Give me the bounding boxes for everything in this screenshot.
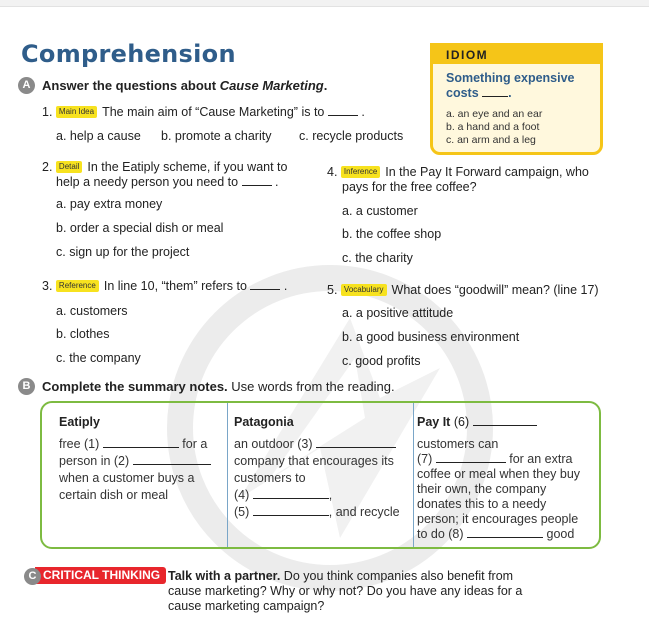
section-b-instruction: Complete the summary notes. Use words from the reading.	[42, 379, 395, 394]
option[interactable]: c. the company	[56, 351, 141, 365]
skill-tag: Reference	[56, 280, 99, 292]
patagonia-line: customers to	[234, 471, 306, 485]
option[interactable]: a. pay extra money	[56, 197, 163, 211]
page-title: Comprehension	[21, 40, 236, 68]
option[interactable]: b. promote a charity	[161, 129, 272, 143]
eatiply-heading: Eatiply	[59, 415, 100, 429]
skill-tag: Vocabulary	[341, 284, 387, 296]
idiom-header: IDIOM	[433, 46, 600, 64]
option[interactable]: a. a customer	[342, 204, 418, 218]
eatiply-line: free (1) for a	[59, 437, 208, 451]
idiom-phrase: Something expensive costs .	[446, 71, 575, 100]
payit-line: coffee or meal when they buy	[417, 467, 581, 481]
option[interactable]: b. clothes	[56, 327, 110, 341]
option[interactable]: b. the coffee shop	[342, 227, 442, 241]
payit-line: (7) for an extra	[417, 452, 573, 466]
answer-blank[interactable]	[250, 279, 280, 290]
eatiply-line: when a customer buys a	[59, 471, 195, 485]
patagonia-line: an outdoor (3)	[234, 436, 396, 453]
skill-tag: Inference	[341, 166, 380, 178]
patagonia-line: (4) ,	[234, 488, 333, 502]
section-a-badge: A	[18, 77, 35, 94]
eatiply-line: certain dish or meal	[59, 488, 169, 502]
skill-tag: Detail	[56, 161, 82, 173]
answer-blank[interactable]	[328, 105, 358, 116]
option[interactable]: a. help a cause	[56, 129, 141, 143]
option[interactable]: a. customers	[56, 304, 128, 318]
payit-line: donates this to a needy	[417, 497, 547, 511]
question-4: 4. Inference In the Pay It Forward campaign, who pays for the free coffee?	[327, 165, 589, 194]
question-1: 1. Main Idea The main aim of “Cause Marketing” is to .	[42, 105, 365, 119]
summary-notes-table	[40, 401, 601, 549]
payit-heading: Pay It (6)	[417, 415, 537, 429]
question-3: 3. Reference In line 10, “them” refers to .	[42, 279, 288, 293]
critical-thinking-prompt: Talk with a partner. Do you think companies also benefit from cause marketing? Why or why not? Do you have any ideas for a cause marketing campaign?	[168, 569, 523, 613]
answer-blank-1[interactable]	[103, 437, 179, 448]
patagonia-line: company that encourages its	[234, 454, 394, 468]
payit-line: person; it encourages people	[417, 512, 579, 526]
section-c-badge: C	[24, 568, 41, 585]
option[interactable]: a. a positive attitude	[342, 306, 454, 320]
answer-blank-5[interactable]	[253, 505, 329, 516]
option[interactable]: c. recycle products	[299, 129, 404, 143]
question-5: 5. Vocabulary What does “goodwill” mean? (line 17)	[327, 283, 599, 297]
idiom-option: a. an eye and an ear	[446, 108, 543, 120]
option[interactable]: c. the charity	[342, 251, 413, 265]
answer-blank-2[interactable]	[133, 454, 211, 465]
answer-blank-6[interactable]	[473, 415, 537, 426]
section-a-instruction: Answer the questions about Cause Marketing.	[42, 78, 328, 93]
payit-line: to do (8) good	[417, 527, 575, 541]
option[interactable]: b. order a special dish or meal	[56, 221, 224, 235]
top-border	[0, 0, 649, 7]
patagonia-line: (5) , and recycle	[234, 505, 400, 519]
idiom-option: c. an arm and a leg	[446, 134, 536, 146]
idiom-option: b. a hand and a foot	[446, 121, 540, 133]
eatiply-line: person in (2)	[59, 453, 211, 470]
patagonia-heading: Patagonia	[234, 415, 294, 429]
option[interactable]: b. a good business environment	[342, 330, 520, 344]
idiom-box	[430, 43, 603, 155]
section-b-badge: B	[18, 378, 35, 395]
option[interactable]: c. good profits	[342, 354, 421, 368]
payit-column	[414, 403, 599, 547]
option[interactable]: c. sign up for the project	[56, 245, 190, 259]
answer-blank-3[interactable]	[316, 437, 396, 448]
skill-tag: Main Idea	[56, 106, 97, 118]
answer-blank-4[interactable]	[253, 488, 329, 499]
patagonia-column	[228, 403, 414, 547]
eatiply-column	[42, 403, 228, 547]
payit-line: customers can	[417, 437, 499, 451]
answer-blank-7[interactable]	[436, 452, 506, 463]
critical-thinking-label: CRITICAL THINKING	[35, 567, 166, 584]
answer-blank-8[interactable]	[467, 527, 543, 538]
answer-blank[interactable]	[482, 86, 508, 97]
payit-line: their own, the company	[417, 482, 547, 496]
answer-blank[interactable]	[242, 175, 272, 186]
question-2: 2. Detail In the Eatiply scheme, if you want to help a needy person you need to .	[42, 160, 288, 189]
